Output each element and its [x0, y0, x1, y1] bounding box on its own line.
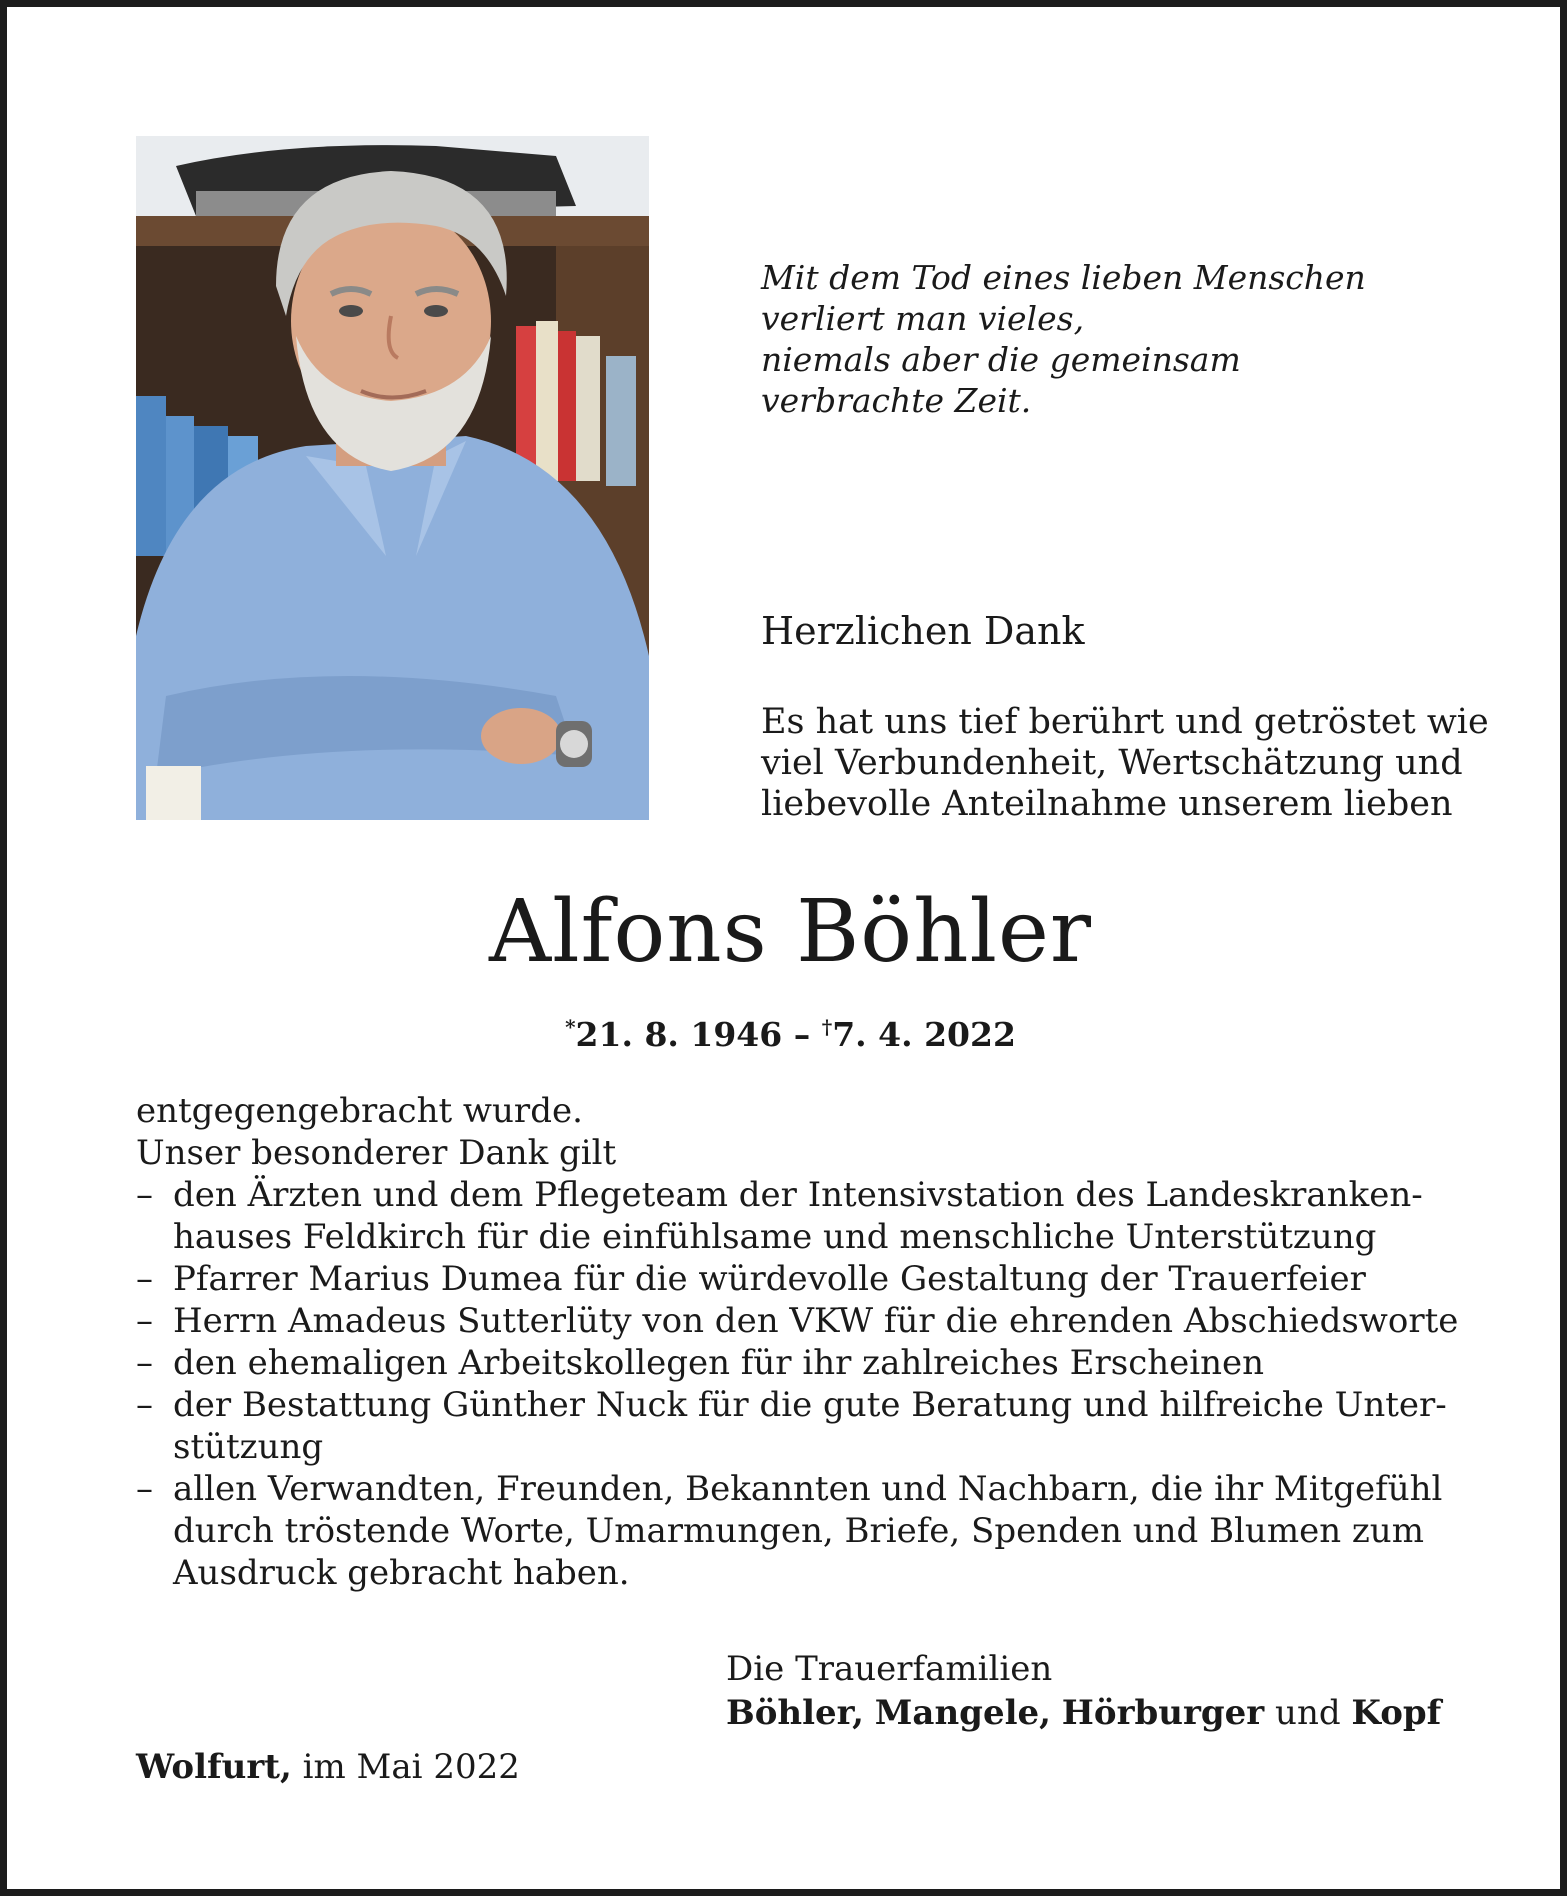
list-item [136, 1174, 1446, 1258]
death-symbol: † [821, 1015, 833, 1039]
item-line: Pfarrer Marius Dumea für die würdevolle Gestaltung der Trauerfeier [173, 1259, 1366, 1299]
item-line: stützung [173, 1427, 324, 1467]
item-line: Herrn Amadeus Sutterlüty von den VKW für die ehrenden Abschiedsworte [173, 1301, 1459, 1341]
list-item [136, 1468, 1446, 1594]
death-date: 7. 4. 2022 [832, 1015, 1016, 1054]
family-name: Mangele, [874, 1693, 1051, 1733]
item-line: allen Verwandten, Freunden, Bekannten und Nachbarn, die ihr Mitgefühl [173, 1469, 1443, 1509]
date-separator: – [782, 1015, 822, 1054]
dash-bullet: – [136, 1469, 153, 1509]
quote-line: Mit dem Tod eines lieben Menschen [761, 258, 1366, 297]
birth-symbol: * [565, 1015, 576, 1039]
place-and-date [136, 1745, 520, 1789]
quote-line: verliert man vieles, [761, 299, 1085, 338]
quote-line: verbrachte Zeit. [761, 381, 1032, 420]
place-town: Wolfurt, [136, 1747, 292, 1787]
conjunction: und [1275, 1693, 1341, 1733]
item-line: den Ärzten und dem Pflegeteam der Intensivstation des Landeskranken- [173, 1175, 1423, 1215]
family-signoff [726, 1647, 1441, 1735]
signoff-intro: Die Trauerfamilien [726, 1649, 1053, 1689]
memorial-quote [761, 257, 1461, 421]
item-line: durch tröstende Worte, Umarmungen, Briefe, Spenden und Blumen zum [173, 1511, 1424, 1551]
list-item [136, 1342, 1446, 1384]
list-item [136, 1384, 1446, 1468]
dash-bullet: – [136, 1301, 153, 1341]
family-name: Hörburger [1061, 1693, 1265, 1733]
intro-line: liebevolle Anteilnahme unserem lieben [761, 784, 1453, 824]
dash-bullet: – [136, 1175, 153, 1215]
item-line: der Bestattung Günther Nuck für die gute Beratung und hilfreiche Unter- [173, 1385, 1447, 1425]
intro-line: Es hat uns tief berührt und getröstet wie [761, 702, 1489, 742]
place-date: im Mai 2022 [302, 1747, 520, 1787]
list-item [136, 1300, 1459, 1342]
body-line: entgegengebracht wurde. [136, 1091, 583, 1131]
item-line: hauses Feldkirch für die einfühlsame und menschliche Unterstützung [173, 1217, 1377, 1257]
quote-line: niemals aber die gemeinsam [761, 340, 1241, 379]
thanks-intro [761, 702, 1489, 825]
thanks-body [136, 1090, 1459, 1594]
dash-bullet: – [136, 1343, 153, 1383]
life-dates [7, 1005, 1567, 1057]
birth-date: 21. 8. 1946 [575, 1015, 783, 1054]
family-name: Böhler, [726, 1693, 864, 1733]
thanks-list [136, 1174, 1459, 1594]
list-item [136, 1258, 1446, 1300]
body-line: Unser besonderer Dank gilt [136, 1133, 617, 1173]
family-names [726, 1691, 1441, 1735]
dash-bullet: – [136, 1385, 153, 1425]
family-name: Kopf [1351, 1693, 1442, 1733]
item-line: den ehemaligen Arbeitskollegen für ihr zahlreiches Erscheinen [173, 1343, 1265, 1383]
dash-bullet: – [136, 1259, 153, 1299]
portrait-photo [136, 136, 649, 820]
item-line: Ausdruck gebracht haben. [173, 1553, 630, 1593]
intro-line: viel Verbundenheit, Wertschätzung und [761, 743, 1463, 783]
deceased-name: Alfons Böhler [489, 882, 1092, 982]
thanks-heading: Herzlichen Dank [761, 609, 1085, 653]
